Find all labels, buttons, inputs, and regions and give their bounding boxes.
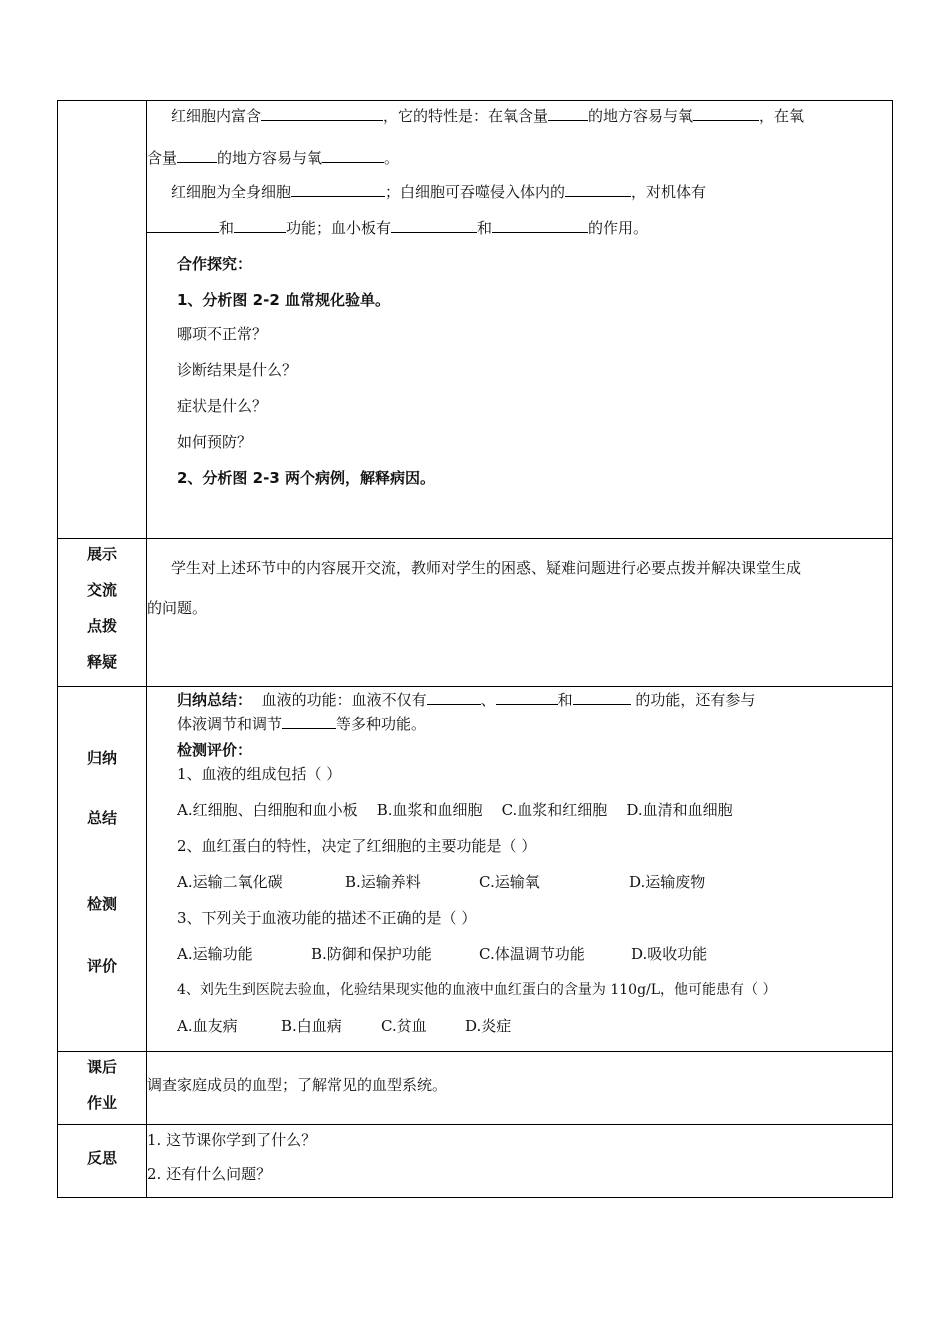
question-1: 1、分析图 2-2 血常规化验单。 bbox=[177, 291, 390, 309]
label-line: 归纳 bbox=[86, 749, 117, 767]
reflection-item-2: 2. 还有什么问题？ bbox=[147, 1165, 272, 1183]
blank bbox=[282, 715, 336, 729]
label-line: 展示 bbox=[86, 545, 117, 563]
discussion-text-line1: 学生对上述环节中的内容展开交流，教师对学生的困惑、疑难问题进行必要点拨并解决课堂生成 bbox=[171, 559, 802, 577]
blank bbox=[573, 691, 631, 705]
sub-question: 如何预防？ bbox=[177, 433, 253, 451]
blank bbox=[693, 107, 759, 121]
test-question-3-options bbox=[177, 943, 708, 964]
sub-question: 症状是什么？ bbox=[177, 397, 268, 415]
label-line: 交流 bbox=[86, 581, 117, 599]
option: C.运输氧 bbox=[479, 873, 540, 891]
blank bbox=[177, 149, 217, 163]
option: B.运输养料 bbox=[345, 873, 421, 891]
option: A.运输二氧化碳 bbox=[177, 873, 283, 891]
option: A.血友病 bbox=[177, 1017, 238, 1035]
blank bbox=[427, 691, 481, 705]
option: D.炎症 bbox=[465, 1017, 512, 1035]
option: A.运输功能 bbox=[177, 945, 253, 963]
homework-text: 调查家庭成员的血型；了解常见的血型系统。 bbox=[147, 1076, 448, 1094]
blank bbox=[548, 107, 588, 121]
row1-label-cell bbox=[58, 101, 147, 539]
blank bbox=[147, 219, 219, 233]
row4-label-cell bbox=[58, 1052, 147, 1125]
option: B.白血病 bbox=[281, 1017, 342, 1035]
row-reflection bbox=[58, 1125, 893, 1198]
blank bbox=[261, 107, 383, 121]
row2-label-cell bbox=[58, 539, 147, 687]
blank bbox=[565, 183, 631, 197]
option: D.吸收功能 bbox=[631, 945, 708, 963]
section-heading-cooperative: 合作探究： bbox=[177, 255, 253, 273]
option: C.体温调节功能 bbox=[479, 945, 585, 963]
row-discussion bbox=[58, 539, 893, 687]
label-line: 释疑 bbox=[86, 653, 117, 671]
section-heading-test: 检测评价： bbox=[177, 741, 253, 759]
row-cooperative-inquiry bbox=[58, 101, 893, 539]
label-line: 评价 bbox=[86, 957, 117, 975]
row2-content bbox=[147, 539, 893, 687]
paragraph-rbc-line2: 含量 的地方容易与氧 。 bbox=[147, 149, 400, 167]
test-question-2: 2、血红蛋白的特性，决定了红细胞的主要功能是（ ） bbox=[177, 837, 537, 855]
paragraph-blood-cells-line1: 红细胞为全身细胞 ；白细胞可吞噬侵入体内的 ，对机体有 bbox=[171, 183, 707, 201]
reflection-item-1: 1. 这节课你学到了什么？ bbox=[147, 1131, 317, 1149]
blank bbox=[322, 149, 384, 163]
paragraph-blood-cells-line2: 和 功能；血小板有 和 的作用。 bbox=[147, 217, 648, 238]
sub-question: 诊断结果是什么？ bbox=[177, 361, 298, 379]
question-2: 2、分析图 2-3 两个病例，解释病因。 bbox=[177, 469, 435, 487]
blank bbox=[291, 183, 385, 197]
lesson-plan-table bbox=[57, 100, 893, 1198]
row3-label-cell bbox=[58, 687, 147, 1052]
row-homework bbox=[58, 1052, 893, 1125]
option: D.血清和血细胞 bbox=[626, 801, 733, 819]
option: D.运输废物 bbox=[629, 873, 706, 891]
sub-question: 哪项不正常？ bbox=[177, 325, 268, 343]
label-line: 作业 bbox=[86, 1094, 117, 1112]
label-line: 检测 bbox=[86, 895, 117, 913]
summary-line1: 归纳总结： 血液的功能：血液不仅有 、 和 的功能，还有参与 bbox=[177, 691, 756, 709]
label-line: 总结 bbox=[86, 809, 117, 827]
test-question-1: 1、血液的组成包括（ ） bbox=[177, 765, 342, 783]
option: B.防御和保护功能 bbox=[311, 945, 432, 963]
row1-content bbox=[147, 101, 893, 539]
test-question-1-options bbox=[177, 799, 733, 820]
label-line: 反思 bbox=[86, 1149, 117, 1167]
label-line: 点拨 bbox=[86, 617, 117, 635]
discussion-text-line2: 的问题。 bbox=[147, 599, 208, 617]
option: C.血浆和红细胞 bbox=[501, 801, 608, 819]
option: A.红细胞、白细胞和血小板 bbox=[177, 801, 358, 819]
test-question-3: 3、下列关于血液功能的描述不正确的是（ ） bbox=[177, 909, 477, 927]
summary-line2: 体液调节和调节 等多种功能。 bbox=[177, 715, 427, 733]
row-summary-test bbox=[58, 687, 893, 1052]
row5-content bbox=[147, 1125, 893, 1198]
row5-label-cell bbox=[58, 1125, 147, 1198]
test-question-2-options bbox=[177, 871, 706, 892]
option: B.血浆和血细胞 bbox=[376, 801, 483, 819]
row3-content bbox=[147, 687, 893, 1052]
blank bbox=[391, 219, 477, 233]
test-question-4-options bbox=[177, 1015, 512, 1036]
paragraph-rbc-line1: 红细胞内富含 ，它的特性是：在氧含量 的地方容易与氧 ，在氧 bbox=[171, 107, 805, 125]
label-line: 课后 bbox=[86, 1058, 117, 1076]
blank bbox=[496, 691, 558, 705]
option: C.贫血 bbox=[381, 1017, 427, 1035]
blank bbox=[234, 219, 286, 233]
row4-content bbox=[147, 1052, 893, 1125]
test-question-4: 4、刘先生到医院去验血，化验结果现实他的血液中血红蛋白的含量为 110g/L，他可能患有（ ） bbox=[177, 982, 777, 998]
blank bbox=[492, 219, 588, 233]
